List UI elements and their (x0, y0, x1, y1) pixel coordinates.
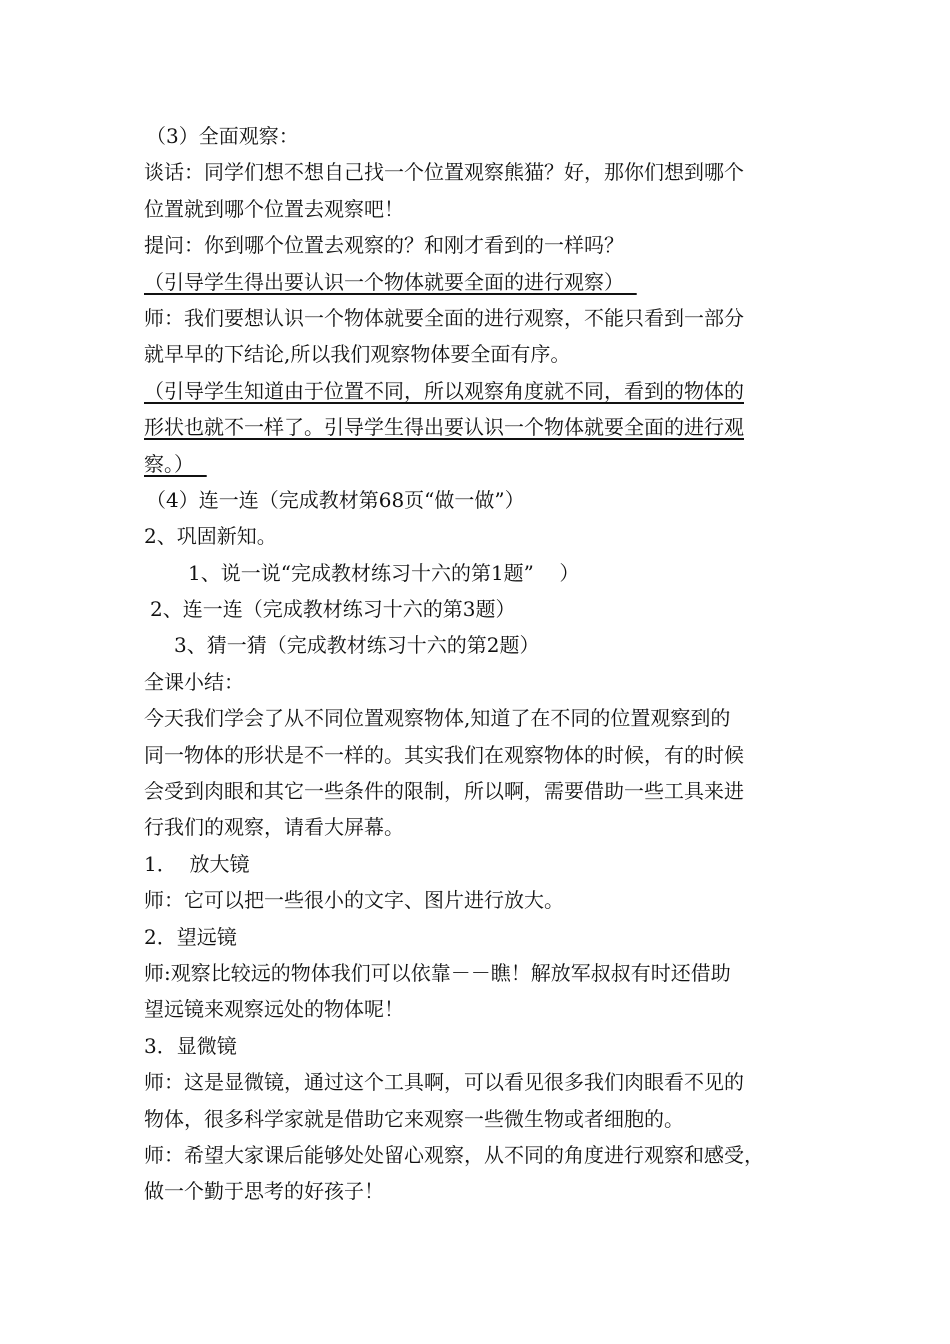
text-line-26 (144, 1028, 812, 1064)
line-text: （引导学生知道由于位置不同，所以观察角度就不同，看到的物体的 (144, 378, 744, 403)
text-line-5 (144, 264, 812, 300)
text-line-14 (144, 591, 812, 627)
text-line-22 (144, 882, 812, 918)
text-line-9 (144, 409, 812, 445)
text-line-30 (144, 1173, 812, 1209)
text-line-15 (144, 627, 812, 663)
text-line-18 (144, 737, 812, 773)
line-text: 今天我们学会了从不同位置观察物体,知道了在不同的位置观察到的 (144, 706, 731, 731)
text-line-17 (144, 700, 812, 736)
text-line-24 (144, 955, 812, 991)
line-text: 2．望远镜 (144, 924, 237, 949)
line-text: 师:观察比较远的物体我们可以依靠－－瞧！解放军叔叔有时还借助 (144, 960, 731, 985)
line-text: 做一个勤于思考的好孩子！ (144, 1179, 384, 1204)
document-page (144, 118, 812, 1210)
text-line-13 (144, 555, 812, 591)
line-text: 师：它可以把一些很小的文字、图片进行放大。 (144, 888, 564, 913)
line-text: 就早早的下结论,所以我们观察物体要全面有序。 (144, 342, 571, 367)
line-text: 3．显微镜 (144, 1033, 237, 1058)
text-line-12 (144, 518, 812, 554)
text-line-25 (144, 991, 812, 1027)
line-text: 全课小结： (144, 669, 244, 694)
line-text: （引导学生得出要认识一个物体就要全面的进行观察） (144, 269, 637, 294)
text-line-7 (144, 336, 812, 372)
text-line-27 (144, 1064, 812, 1100)
line-text: 提问：你到哪个位置去观察的？和刚才看到的一样吗？ (144, 233, 624, 258)
line-text: 1． 放大镜 (144, 851, 250, 876)
line-text: 3、猜一猜（完成教材练习十六的第2题） (174, 633, 540, 658)
text-line-8 (144, 373, 812, 409)
line-text: 师：这是显微镜，通过这个工具啊，可以看见很多我们肉眼看不见的 (144, 1070, 744, 1095)
text-line-3 (144, 191, 812, 227)
line-text: 1、说一说“完成教材练习十六的第1题” ） (188, 560, 580, 585)
line-text: 谈话：同学们想不想自己找一个位置观察熊猫？好，那你们想到哪个 (144, 160, 744, 185)
text-line-2 (144, 154, 812, 190)
line-text: 察。） (144, 451, 207, 476)
text-line-11 (144, 482, 812, 518)
line-text: 位置就到哪个位置去观察吧！ (144, 196, 404, 221)
text-line-10 (144, 446, 812, 482)
line-text: 2、连一连（完成教材练习十六的第3题） (150, 597, 516, 622)
line-text: （4）连一连（完成教材第68页“做一做”） (146, 487, 525, 512)
text-line-16 (144, 664, 812, 700)
text-line-21 (144, 846, 812, 882)
line-text: 师：我们要想认识一个物体就要全面的进行观察，不能只看到一部分 (144, 305, 744, 330)
text-line-6 (144, 300, 812, 336)
line-text: 望远镜来观察远处的物体呢！ (144, 997, 404, 1022)
line-text: 行我们的观察，请看大屏幕。 (144, 815, 404, 840)
text-line-29 (144, 1137, 812, 1173)
line-text: 物体，很多科学家就是借助它来观察一些微生物或者细胞的。 (144, 1106, 684, 1131)
line-text: 2、巩固新知。 (144, 524, 277, 549)
text-line-19 (144, 773, 812, 809)
text-line-28 (144, 1101, 812, 1137)
line-text: 师：希望大家课后能够处处留心观察，从不同的角度进行观察和感受， (144, 1142, 764, 1167)
text-line-4 (144, 227, 812, 263)
line-text: 同一物体的形状是不一样的。其实我们在观察物体的时候，有的时候 (144, 742, 744, 767)
text-line-1 (144, 118, 812, 154)
line-text: 形状也就不一样了。引导学生得出要认识一个物体就要全面的进行观 (144, 415, 744, 440)
text-line-20 (144, 809, 812, 845)
line-text: （3）全面观察： (146, 124, 299, 148)
text-line-23 (144, 919, 812, 955)
line-text: 会受到肉眼和其它一些条件的限制，所以啊，需要借助一些工具来进 (144, 779, 744, 804)
